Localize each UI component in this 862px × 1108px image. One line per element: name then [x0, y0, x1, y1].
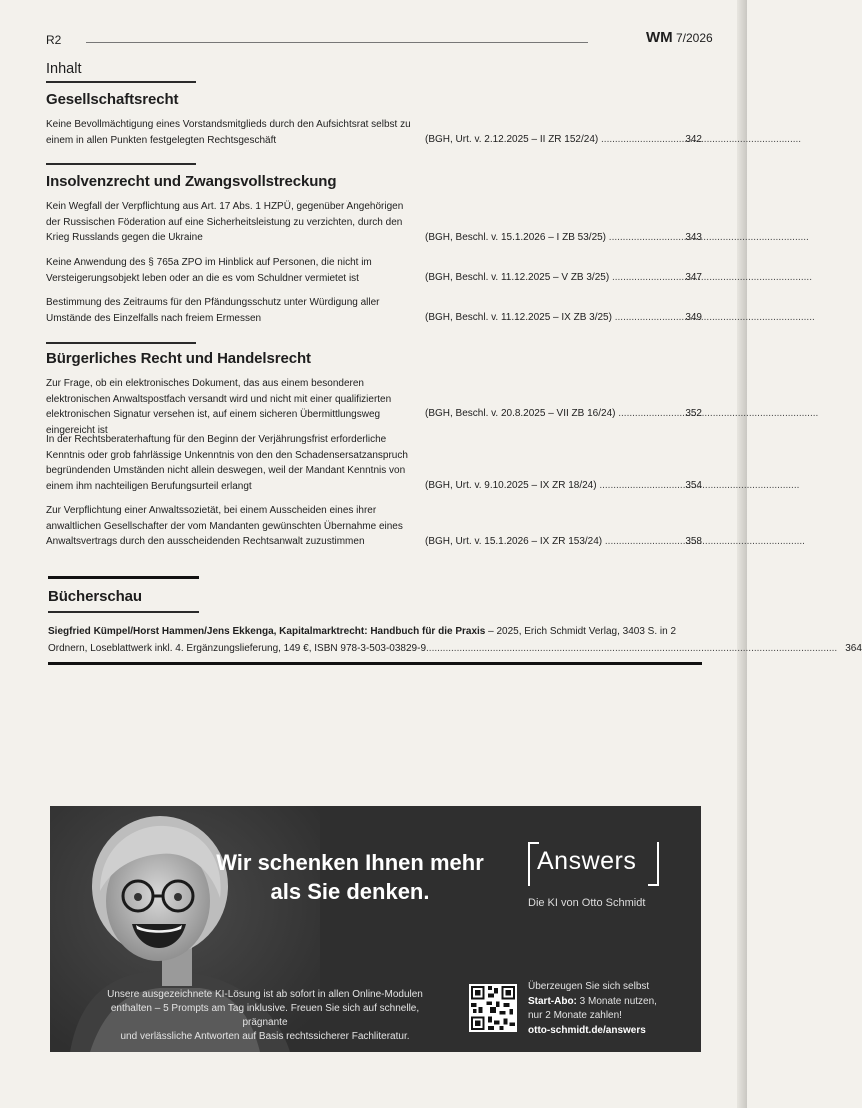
section-heading: Bürgerliches Recht und Handelsrecht — [46, 350, 311, 367]
ad-headline-line-2: als Sie denken. — [270, 879, 430, 904]
header-rule — [86, 42, 588, 43]
toc-entry-page[interactable]: 358 — [685, 536, 702, 547]
toc-entry-text: Zur Verpflichtung einer Anwaltssozietät, bei einem Ausscheiden eines ihrer anwaltlichen Gesellschafter der vom Mandanten gewünschten Übernahme eines Anwaltsvertrags durch den ausscheidenden Rechtsanwalt zuzustimmen — [46, 505, 403, 547]
toc-entry-text: Keine Bevollmächtigung eines Vorstandsmitglieds durch den Aufsichtsrat selbst zu einem in allen Punkten festgelegten Rechtsgeschäft — [46, 119, 411, 146]
ad-body-line: enthalten – 5 Prompts am Tag inklusive. Freuen Sie sich auf schnelle, prägnante — [110, 1003, 420, 1028]
toc-entry-text: Kein Wegfall der Verpflichtung aus Art. 17 Abs. 1 HZPÜ, gegenüber Angehörigen der Russischen Föderation auf eine Sicherheitsleistung zu verzichten, durch den Krieg Russlands gegen die Ukraine — [46, 201, 404, 243]
qr-code-icon[interactable] — [469, 984, 517, 1032]
toc-entry-citation: (BGH, Urt. v. 2.12.2025 – II ZR 152/24) ..... — [425, 132, 675, 148]
section-heading: Gesellschaftsrecht — [46, 91, 179, 108]
advertisement-banner[interactable] — [50, 806, 701, 1052]
section-rule — [48, 611, 199, 613]
book-title: Siegfried Kümpel/Horst Hammen/Jens Ekkenga, Kapitalmarktrecht: Handbuch für die Praxis — [48, 626, 486, 637]
toc-entry-page[interactable]: 347 — [685, 272, 702, 283]
logo-bracket-right — [648, 842, 659, 886]
toc-entry-text: Zur Frage, ob ein elektronisches Dokument, das aus einem besonderen elektronischen Anwaltspostfach versandt wird und nicht mit einer qualifizierten elektronischen Signatur versehen ist, auf einem sicheren Übermittlungsweg eingereicht ist — [46, 378, 392, 436]
section-rule-heavy — [48, 576, 199, 579]
page-edge — [737, 0, 747, 1108]
journal-id — [646, 29, 713, 46]
section-rule — [46, 342, 196, 344]
toc-entry-text: In der Rechtsberaterhaftung für den Beginn der Verjährungsfrist erforderliche Kenntnis oder grob fahrlässige Unkenntnis von den den Schadensersatzanspruch begründenden Umständen nicht allein deswegen, weil der Mandant Kenntnis von einem ihm nachteiligen Berufungsurteil erlangt — [46, 434, 408, 492]
book-page[interactable]: 364 — [845, 643, 862, 654]
section-heading: Bücherschau — [48, 588, 142, 605]
toc-entry-page[interactable]: 354 — [685, 480, 702, 491]
ad-body-text — [90, 988, 440, 1044]
title-rule — [46, 81, 196, 83]
logo-wordmark: Answers — [537, 847, 637, 875]
page-number: R2 — [46, 33, 62, 47]
toc-entry-text: Keine Anwendung des § 765a ZPO im Hinblick auf Personen, die nicht im Versteigerungsobjekt leben oder an die es vom Schuldner vermietet ist — [46, 257, 372, 284]
toc-entry-citation: (BGH, Beschl. v. 11.12.2025 – V ZB 3/25) ..... — [425, 270, 675, 286]
cta-line-3: nur 2 Monate zahlen! — [528, 1010, 622, 1021]
toc-entry-page[interactable]: 352 — [685, 408, 702, 419]
cta-offer-label: Start-Abo: — [528, 995, 577, 1007]
book-review-entry — [48, 623, 862, 657]
book-details-cont: Ordnern, Loseblattwerk inkl. 4. Ergänzungslieferung, 149 €, ISBN 978-3-503-03829-9 — [48, 643, 427, 654]
answers-logo — [528, 842, 708, 909]
ad-headline — [200, 848, 500, 906]
toc-entry-citation: (BGH, Beschl. v. 20.8.2025 – VII ZB 16/24) ..... — [425, 406, 675, 422]
journal-name: WM — [646, 29, 673, 46]
book-details: – 2025, Erich Schmidt Verlag, 3403 S. in 2 — [485, 626, 677, 637]
toc-entry-page[interactable]: 349 — [685, 312, 702, 323]
leader-dots: .................................................................................................................................................... — [426, 643, 838, 654]
toc-entry-page[interactable]: 343 — [685, 232, 702, 243]
toc-entry-citation: (BGH, Beschl. v. 15.1.2026 – I ZB 53/25) ..... — [425, 230, 675, 246]
logo-frame — [528, 842, 660, 884]
section-heading: Insolvenzrecht und Zwangsvollstreckung — [46, 173, 337, 190]
toc-entry-page[interactable]: 342 — [685, 134, 702, 145]
issue-number: 7/2026 — [676, 31, 713, 45]
ad-call-to-action — [528, 980, 657, 1038]
cta-url-link[interactable] — [528, 1024, 657, 1039]
cta-url[interactable]: otto-schmidt.de/answers — [528, 1024, 646, 1036]
cta-offer-text: 3 Monate nutzen, — [576, 995, 657, 1007]
ad-body-line: und verlässliche Antworten auf Basis rechtssicherer Fachliteratur. — [120, 1031, 410, 1042]
cta-line-2 — [528, 995, 657, 1010]
ad-headline-line-1: Wir schenken Ihnen mehr — [216, 850, 484, 875]
toc-entry-citation: (BGH, Urt. v. 15.1.2026 – IX ZR 153/24) ..... — [425, 534, 675, 550]
cta-line-1: Überzeugen Sie sich selbst — [528, 981, 650, 992]
logo-tagline: Die KI von Otto Schmidt — [528, 897, 646, 909]
toc-entry-citation: (BGH, Urt. v. 9.10.2025 – IX ZR 18/24) ..... — [425, 478, 675, 494]
section-rule — [46, 163, 196, 165]
toc-title: Inhalt — [46, 61, 82, 77]
toc-entry-citation: (BGH, Beschl. v. 11.12.2025 – IX ZB 3/25) ..... — [425, 310, 675, 326]
book-line-2 — [48, 640, 862, 657]
toc-entry-text: Bestimmung des Zeitraums für den Pfändungsschutz unter Würdigung aller Umstände des Einzelfalls nach freiem Ermessen — [46, 297, 380, 324]
book-line-1 — [48, 623, 702, 640]
ad-body-line: Unsere ausgezeichnete KI-Lösung ist ab sofort in allen Online-Modulen — [107, 989, 423, 1000]
page-bottom-rule — [48, 662, 702, 665]
